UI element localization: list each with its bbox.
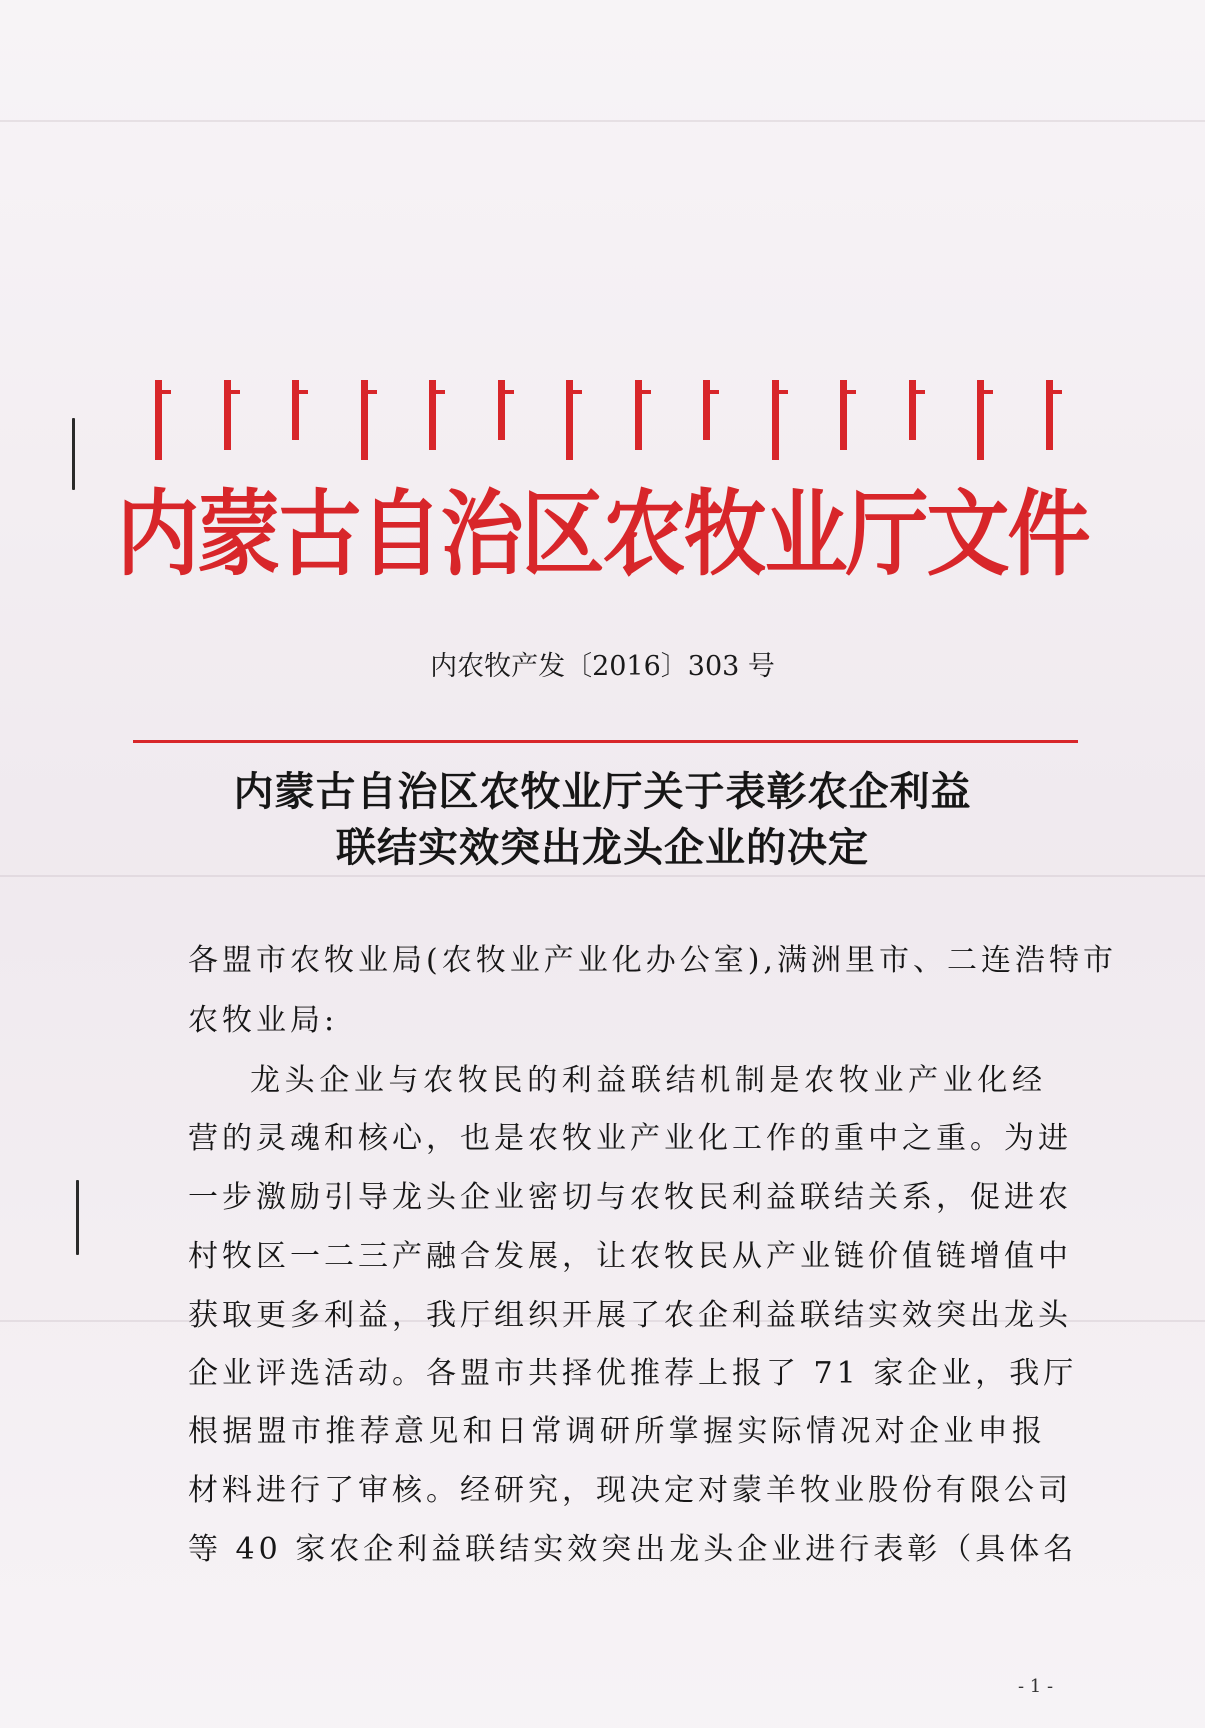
document-number: 内农牧产发〔2016〕303 号 <box>430 651 775 682</box>
staple-top <box>72 418 75 490</box>
body-line: 获取更多利益，我厅组织开展了农企利益联结实效突出龙头 <box>188 1298 1072 1333</box>
body-line: 材料进行了审核。经研究，现决定对蒙羊牧业股份有限公司 <box>188 1473 1072 1508</box>
mongolian-glyph <box>566 380 585 460</box>
mongolian-glyph <box>1046 380 1065 450</box>
mongolian-script-header <box>155 380 1065 480</box>
mongolian-glyph <box>703 380 722 440</box>
mongolian-glyph <box>224 380 243 450</box>
mongolian-glyph <box>498 380 517 440</box>
mongolian-glyph <box>635 380 654 450</box>
mongolian-glyph <box>292 380 311 440</box>
mongolian-glyph <box>155 380 174 460</box>
body-line: 一步激励引导龙头企业密切与农牧民利益联结关系，促进农 <box>188 1180 1072 1215</box>
mongolian-glyph <box>429 380 448 450</box>
body-line: 农牧业局: <box>188 1003 339 1038</box>
document-title-line2: 联结实效突出龙头企业的决定 <box>336 825 869 871</box>
body-line: 根据盟市推荐意见和日常调研所掌握实际情况对企业申报 <box>188 1414 1046 1449</box>
mongolian-glyph <box>840 380 859 450</box>
document-title-line1: 内蒙古自治区农牧业厅关于表彰农企利益 <box>233 769 972 815</box>
mongolian-glyph <box>977 380 996 460</box>
page-number: - 1 - <box>1018 1676 1054 1697</box>
issuer-header: 内蒙古自治区农牧业厅文件 <box>116 480 1089 589</box>
staple-bottom <box>76 1180 79 1255</box>
body-line: 营的灵魂和核心，也是农牧业产业化工作的重中之重。为进 <box>188 1121 1072 1156</box>
mongolian-glyph <box>909 380 928 440</box>
body-line: 等 40 家农企利益联结实效突出龙头企业进行表彰（具体名 <box>188 1532 1078 1567</box>
red-divider <box>133 740 1078 743</box>
body-line: 龙头企业与农牧民的利益联结机制是农牧业产业化经 <box>250 1063 1046 1098</box>
paper-fold <box>0 120 1205 122</box>
body-line: 企业评选活动。各盟市共择优推荐上报了 71 家企业，我厅 <box>188 1356 1078 1391</box>
mongolian-glyph <box>772 380 791 460</box>
paper-fold <box>0 875 1205 877</box>
mongolian-glyph <box>361 380 380 460</box>
body-line: 各盟市农牧业局(农牧业产业化办公室),满洲里市、二连浩特市 <box>188 943 1117 978</box>
body-line: 村牧区一二三产融合发展，让农牧民从产业链价值链增值中 <box>188 1239 1072 1274</box>
